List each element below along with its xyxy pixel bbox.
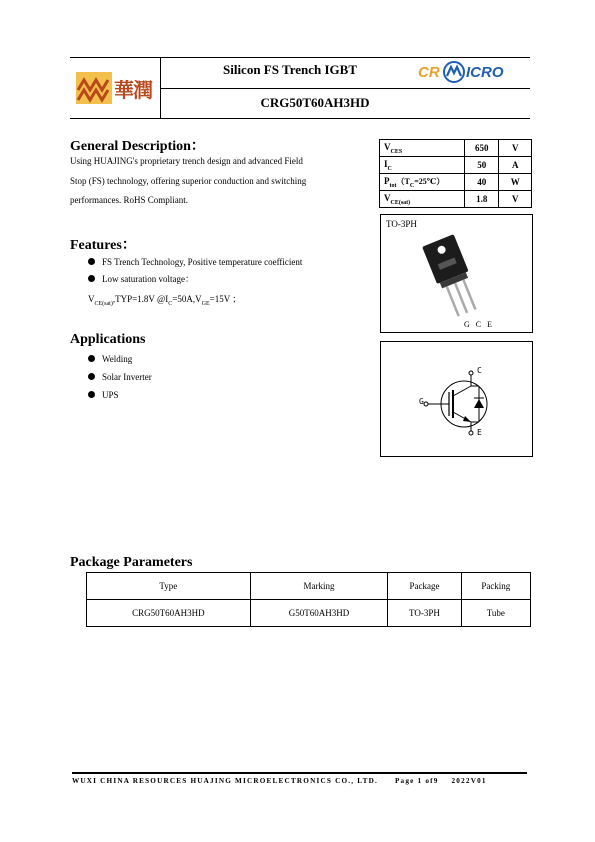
list-item: Low saturation voltage： <box>88 272 194 285</box>
crmicro-logo-prefix: CR <box>418 64 440 81</box>
bullet-icon <box>88 275 95 282</box>
huajing-logo-text: 華潤 <box>114 78 152 102</box>
applications-list <box>88 354 288 414</box>
features-title: Features： <box>70 238 136 253</box>
bullet-icon <box>88 355 95 362</box>
table-row <box>380 157 532 174</box>
spec-symbol: $P_{tot}(T_C=25℃)$ <box>380 174 465 191</box>
table-cell: CRG50T60AH3HD <box>87 600 251 627</box>
bullet-icon <box>88 373 95 380</box>
spec-value: 1.8 <box>464 191 499 208</box>
spec-unit: V <box>499 191 532 208</box>
package-parameters-title: Package Parameters <box>70 555 193 570</box>
footer-version: 2022V01 <box>451 777 487 785</box>
table-row <box>380 174 532 191</box>
huajing-logo-icon <box>76 72 112 104</box>
crmicro-logo-icon <box>443 61 465 83</box>
package-figure <box>380 214 533 333</box>
table-row <box>380 191 532 208</box>
applications-title: Applications <box>70 332 146 347</box>
bullet-icon <box>88 391 95 398</box>
column-header: Marking <box>250 573 388 600</box>
collector-label: C <box>477 366 482 375</box>
spec-symbol: $I_C$ <box>380 157 465 174</box>
package-parameters-table <box>86 572 531 627</box>
key-spec-table <box>379 139 532 208</box>
column-header: Type <box>87 573 251 600</box>
spec-symbol: $V_{CE(sat)}$ <box>380 191 465 208</box>
general-description-line: performances. RoHS Compliant. <box>70 195 188 205</box>
footer-page: Page 1 of9 <box>394 777 439 785</box>
table-row <box>380 140 532 157</box>
huajing-logo <box>76 70 154 106</box>
footer-rule <box>72 772 527 774</box>
spec-value: 650 <box>464 140 499 157</box>
list-item: Solar Inverter <box>88 372 152 382</box>
list-item: FS Trench Technology, Positive temperature coefficient <box>88 257 302 267</box>
spec-value: 40 <box>464 174 499 191</box>
crmicro-logo <box>418 60 518 84</box>
footer <box>72 777 527 785</box>
general-description-line: Using HUAJING's proprietary trench design and advanced Field <box>70 156 303 166</box>
table-row <box>87 600 531 627</box>
igbt-symbol-figure <box>380 341 533 457</box>
spec-unit: V <box>499 140 532 157</box>
bullet-icon <box>88 258 95 265</box>
crmicro-logo-suffix: ICRO <box>466 64 504 81</box>
column-header: Package <box>388 573 461 600</box>
general-description-title: General Description： <box>70 139 205 154</box>
spec-unit: W <box>499 174 532 191</box>
table-cell: Tube <box>461 600 530 627</box>
header-middle-rule <box>160 88 530 89</box>
header-top-rule <box>70 57 530 58</box>
general-description-line: Stop (FS) technology, offering superior conduction and switching <box>70 175 307 186</box>
header-part-number: CRG50T60AH3HD <box>260 95 370 110</box>
table-cell: TO-3PH <box>388 600 461 627</box>
table-cell: G50T60AH3HD <box>250 600 388 627</box>
to3ph-package-icon <box>381 215 532 332</box>
features-list <box>88 257 378 317</box>
list-item: Welding <box>88 354 132 364</box>
package-pin-labels: G C E <box>464 320 492 329</box>
igbt-symbol-icon <box>381 342 532 456</box>
footer-company: WUXI CHINA RESOURCES HUAJING MICROELECTRONICS CO., LTD. <box>72 777 378 785</box>
package-label: TO-3PH <box>386 219 417 229</box>
spec-symbol: $V_{CES}$ <box>380 140 465 157</box>
header-title: Silicon FS Trench IGBT <box>222 62 357 77</box>
header-bottom-rule <box>70 118 530 119</box>
list-item: UPS <box>88 390 119 400</box>
spec-value: 50 <box>464 157 499 174</box>
table-header-row <box>87 573 531 600</box>
emitter-label: E <box>477 428 482 437</box>
general-description-text <box>70 152 360 211</box>
gate-label: G <box>419 397 424 406</box>
features-condition: $V_{CE(sat)},TYP=1.8V$ $@I_C=50A,V_{GE}=15V$ ； <box>88 294 242 307</box>
column-header: Packing <box>461 573 530 600</box>
spec-unit: A <box>499 157 532 174</box>
